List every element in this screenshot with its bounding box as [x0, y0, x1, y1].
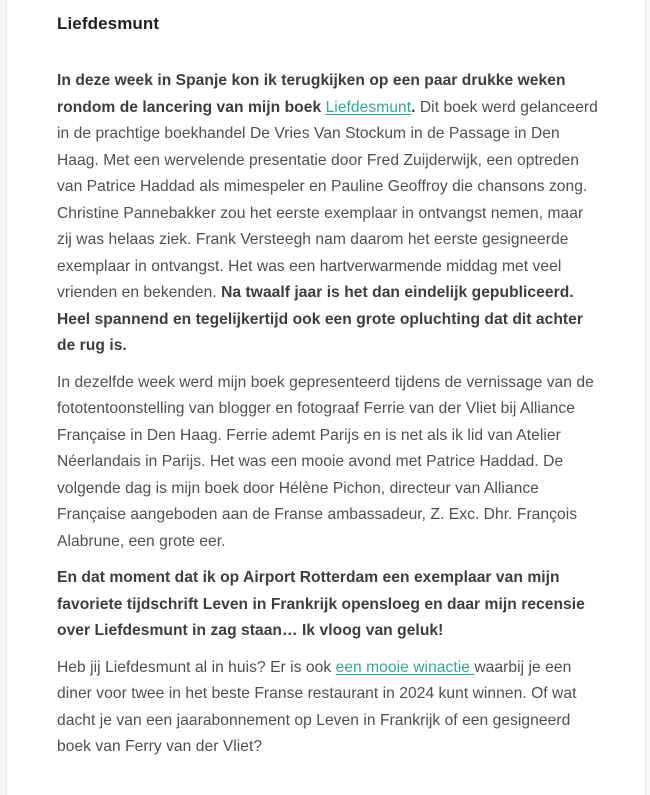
paragraph-contest — [57, 655, 602, 761]
article-card — [6, 0, 646, 795]
paragraph-vernissage: In dezelfde week werd mijn boek gepresenteerd tijdens de vernissage van de fototentoonstelling van blogger en fotograaf Ferrie van der Vliet bij Alliance Française in Den Haag. Ferrie ademt Parijs en is net als ik lid van Atelier Néerlandais in Parijs. Het was een mooie avond met Patrice Haddad. De volgende dag is mijn boek door Hélène Pichon, directeur van Alliance Française aangeboden aan de Franse ambassadeur, Z. Exc. Dhr. François Alabrune, een grote eer. — [57, 373, 594, 550]
bold-period: . — [411, 98, 416, 116]
article-content — [57, 0, 602, 761]
contest-after: waarbij je een diner voor twee in het beste Franse restaurant in 2024 kunt winnen. Of wat dacht je van een jaarabonnement op Leven in Frankrijk of een gesigneerd boek van Ferry van der Vliet? — [57, 658, 577, 755]
contest-link[interactable]: een mooie winactie — [335, 658, 475, 676]
paragraph-airport — [57, 565, 602, 645]
bold-conclusion: Na twaalf jaar is het dan eindelijk gepubliceerd. Heel spannend en tegelijkertijd ook een grote opluchting dat dit achter de rug is. — [57, 284, 584, 354]
contest-before: Heb jij Liefdesmunt al in huis? Er is ook — [57, 658, 336, 676]
book-link[interactable]: Liefdesmunt — [325, 98, 412, 116]
bold-intro: In deze week in Spanje kon ik terugkijken op een paar drukke weken rondom de lancering van mijn boek — [57, 72, 566, 116]
bold-airport-text: En dat moment dat ik op Airport Rotterdam een exemplaar van mijn favoriete tijdschrift Leven in Frankrijk opensloeg en daar mijn recensie over Liefdesmunt in zag staan… Ik vloog van geluk! — [57, 569, 585, 639]
launch-body: Dit boek werd gelanceerd in de prachtige boekhandel De Vries Van Stockum in de Passage in Den Haag. Met een wervelende presentatie door Fred Zuijderwijk, een optreden van Patrice Haddad als mimespeler en Pauline Geoffroy die chansons zong. Christine Pannebakker zou het eerste exemplaar in ontvangst nemen, maar zij was helaas ziek. Frank Versteegh nam daarom het eerste gesigneerde exemplaar in ontvangst. Het was een hartverwarmende middag met veel vrienden en bekenden. — [57, 98, 598, 301]
paragraph-launch — [57, 68, 602, 360]
article-title: Liefdesmunt — [57, 14, 160, 33]
